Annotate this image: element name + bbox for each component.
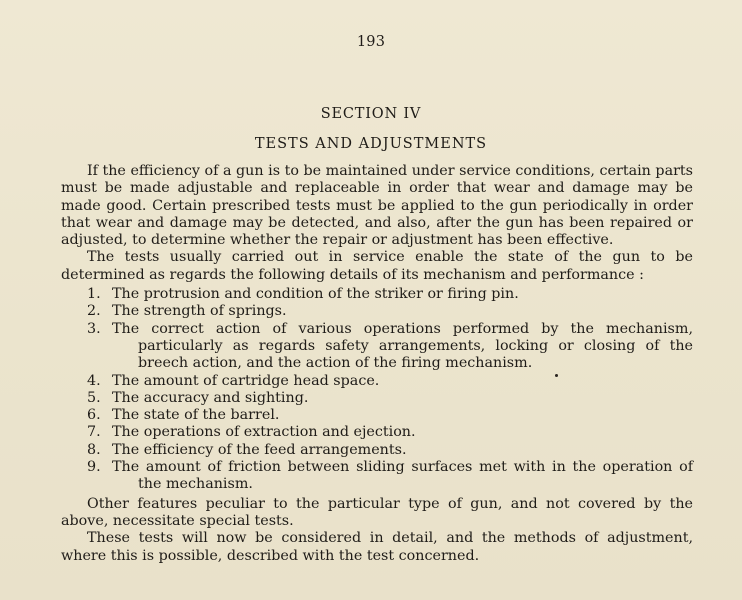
- item-text: The protrusion and condition of the striker or firing pin.: [112, 286, 519, 303]
- list-item: [61, 303, 693, 320]
- item-text: The correct action of various operations performed by the mechanism, particularly as regards safety arrangements, locking or closing of the breech action, and the action of the firing mechanism.: [112, 320, 693, 372]
- item-number: 2.: [87, 303, 101, 320]
- item-number: 7.: [87, 424, 101, 441]
- item-text: The amount of cartridge head space.: [112, 372, 380, 389]
- list-item: [61, 442, 693, 459]
- section-title: SECTION IV: [320, 106, 422, 122]
- item-number: 9.: [87, 459, 101, 476]
- page-number: 193: [356, 34, 386, 50]
- item-number: 5.: [87, 389, 101, 406]
- list-item: [61, 286, 693, 303]
- section-subtitle: TESTS AND ADJUSTMENTS: [254, 136, 488, 152]
- intro-paragraph: If the efficiency of a gun is to be maintained under service conditions, certain parts must be made adjustable and replaceable in order that wear and damage may be made good. Certain prescribed tests must be applied to the gun periodically in order that wear and damage may be detected, and also, after the gun has been repaired or adjusted, to determine whether the repair or adjustment has been effective.: [61, 163, 694, 249]
- item-text: The operations of extraction and ejection.: [112, 424, 416, 441]
- item-text: The state of the barrel.: [112, 407, 280, 424]
- item-text: The accuracy and sighting.: [112, 389, 309, 406]
- special-tests-paragraph: Other features peculiar to the particular type of gun, and not covered by the above, necessitate special tests.: [61, 495, 693, 529]
- item-number: 8.: [87, 441, 101, 458]
- item-text: The strength of springs.: [112, 303, 287, 320]
- item-number: 1.: [87, 286, 101, 303]
- item-number: 6.: [87, 407, 101, 424]
- tests-intro-paragraph: The tests usually carried out in service enable the state of the gun to be determined as regards the following details of its mechanism and performance :: [61, 249, 693, 283]
- list-item: [61, 373, 693, 390]
- print-speck: [555, 374, 558, 377]
- list-item: [61, 390, 693, 407]
- item-number: 4.: [87, 372, 101, 389]
- test-list: [61, 286, 693, 494]
- item-number: 3.: [87, 320, 101, 337]
- list-item: [61, 321, 693, 373]
- item-text: The efficiency of the feed arrangements.: [112, 441, 407, 458]
- list-item: [61, 424, 693, 441]
- document-body: [61, 163, 693, 565]
- list-item: [61, 459, 693, 494]
- list-item: [61, 407, 693, 424]
- closing-paragraph: These tests will now be considered in detail, and the methods of adjustment, where this is possible, described with the test concerned.: [61, 530, 693, 564]
- item-text: The amount of friction between sliding surfaces met with in the operation of the mechanism.: [112, 459, 693, 493]
